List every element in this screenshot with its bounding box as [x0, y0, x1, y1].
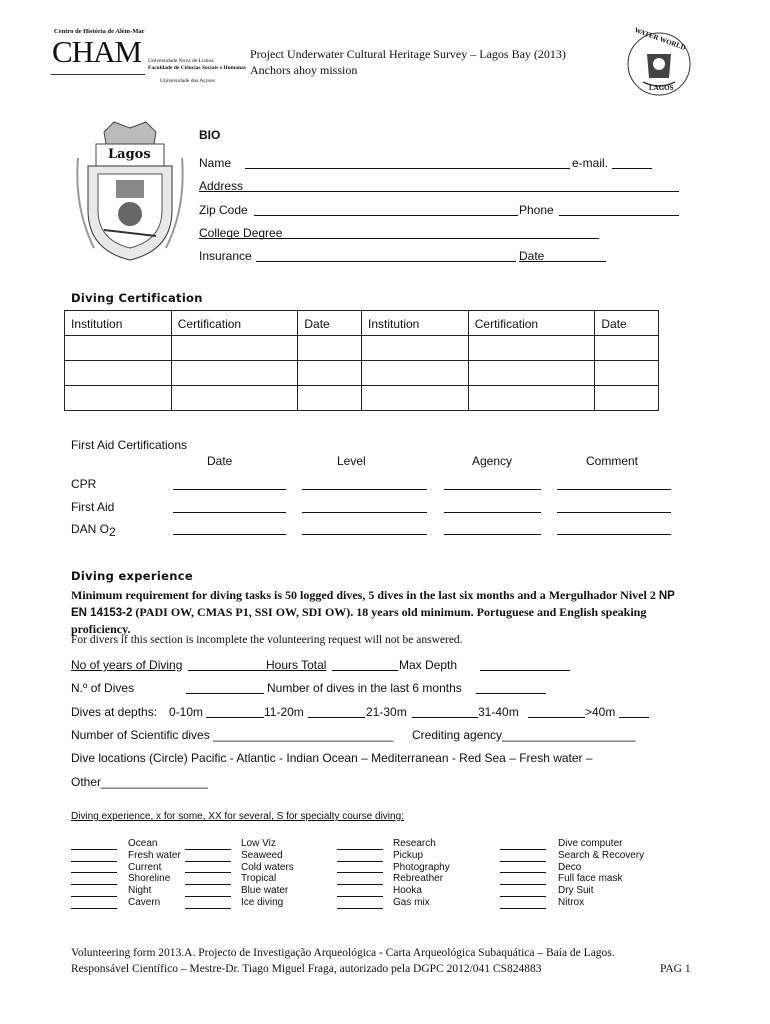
table-cell[interactable] [65, 386, 172, 411]
crediting-agency-label[interactable]: Crediting agency____________________ [412, 728, 636, 742]
table-cell[interactable] [595, 336, 659, 361]
dan-date-field[interactable] [173, 534, 286, 535]
address-field[interactable] [199, 191, 679, 192]
table-cell[interactable] [171, 386, 298, 411]
certification-table [64, 310, 659, 411]
list-item: Rebreather [393, 873, 444, 885]
bio-date-label: Date [519, 249, 545, 263]
table-cell[interactable] [298, 336, 362, 361]
depth-11-20-field[interactable] [308, 717, 365, 718]
cham-logo [48, 28, 246, 98]
table-cell[interactable] [468, 361, 595, 386]
depth-21-30-label: 21-30m [366, 705, 407, 719]
list-item: Gas mix [393, 896, 430, 908]
table-row [65, 361, 659, 386]
depth-31-40-label: 31-40m [478, 705, 519, 719]
col-institution-2: Institution [361, 311, 468, 336]
dan-subscript: 2 [109, 525, 116, 539]
list-item: Research [393, 838, 436, 849]
insurance-label: Insurance [199, 249, 252, 263]
first-aid-col-agency: Agency [472, 454, 513, 468]
list-item: Low Viz [241, 838, 276, 849]
first-aid-row-label: First Aid [71, 500, 115, 514]
list-item: Current [128, 861, 162, 873]
name-field[interactable] [245, 168, 570, 169]
crest-label: Lagos [108, 147, 151, 162]
dives-field[interactable] [186, 693, 264, 694]
dan-o2-label [71, 522, 116, 539]
water-world-text: WATER WORLD [633, 26, 687, 52]
incomplete-note: For divers if this section is incomplete the volunteering request will not be answered. [71, 634, 463, 646]
cham-logo-line2: Faculdade de Ciências Sociais e Humanas [148, 65, 246, 71]
name-label: Name [199, 156, 232, 170]
table-cell[interactable] [298, 361, 362, 386]
cham-logo-line3: Universidade dos Açores [160, 78, 215, 84]
list-item: Ocean [128, 838, 158, 849]
cpr-comment-field[interactable] [557, 489, 671, 490]
requirements-text [71, 587, 691, 637]
table-row [65, 386, 659, 411]
depth-40-plus-field[interactable] [619, 717, 649, 718]
hours-label: Hours Total [266, 658, 327, 672]
insurance-field[interactable] [256, 261, 516, 262]
certification-heading: Diving Certification [71, 291, 203, 305]
experience-list-2 [241, 838, 294, 909]
list-item: Pickup [393, 849, 424, 861]
list-item: Shoreline [128, 873, 171, 885]
mission-subtitle: Anchors ahoy mission [250, 63, 358, 77]
list-item: Ice diving [241, 896, 284, 908]
col-institution-1: Institution [65, 311, 172, 336]
last6-field[interactable] [476, 693, 546, 694]
cpr-level-field[interactable] [302, 489, 427, 490]
years-label: No of years of Diving [71, 658, 183, 672]
col-certification-2: Certification [468, 311, 595, 336]
depth-11-20-label: 11-20m [264, 705, 304, 719]
list-item: Deco [558, 861, 582, 873]
college-field[interactable] [199, 238, 599, 239]
phone-label: Phone [519, 203, 554, 217]
address-label: Address [199, 179, 244, 193]
dan-o-text: DAN O [71, 522, 110, 536]
page-number: PAG 1 [660, 963, 691, 975]
experience-heading: Diving experience [71, 569, 193, 583]
list-item: Hooka [393, 885, 422, 897]
list-item: Full face mask [558, 873, 623, 885]
depth-31-40-field[interactable] [528, 717, 585, 718]
blank-list-3[interactable] [337, 838, 383, 909]
list-item: Nitrox [558, 896, 585, 908]
table-cell[interactable] [361, 361, 468, 386]
table-cell[interactable] [595, 386, 659, 411]
list-item: Dry Suit [558, 885, 594, 897]
experience-legend: Diving experience, x for some, XX for several, S for specialty course diving: [71, 811, 404, 822]
years-field[interactable] [188, 670, 266, 671]
list-item: Photography [393, 861, 450, 873]
table-cell[interactable] [468, 336, 595, 361]
table-cell[interactable] [595, 361, 659, 386]
last6-label: Number of dives in the last 6 months [267, 681, 462, 695]
col-date-2: Date [595, 311, 659, 336]
lagos-crest [74, 118, 186, 266]
list-item: Seaweed [241, 849, 283, 861]
depth-0-10-label: 0-10m [169, 705, 204, 719]
max-depth-field[interactable] [480, 670, 570, 671]
dan-comment-field[interactable] [557, 534, 671, 535]
dan-agency-field[interactable] [444, 534, 541, 535]
footer-line2: Responsável Científico – Mestre-Dr. Tiago Miguel Fraga, autorizado pela DGPC 2012/041 CS824883 [71, 963, 542, 975]
footer-line1: Volunteering form 2013.A. Projecto de Investigação Arqueológica - Carta Arqueológica Subaquática – Baía de Lagos. [71, 947, 615, 959]
col-certification-1: Certification [171, 311, 298, 336]
list-item: Tropical [241, 873, 277, 885]
zip-label: Zip Code [199, 203, 248, 217]
table-cell[interactable] [65, 361, 172, 386]
list-item: Cold waters [241, 861, 294, 873]
cpr-agency-field[interactable] [444, 489, 541, 490]
blank-list-1[interactable] [71, 838, 117, 909]
depth-0-10-field[interactable] [206, 717, 264, 718]
blank-list-4[interactable] [500, 838, 546, 909]
certification-header-row [65, 311, 659, 336]
water-world-logo [625, 26, 693, 98]
first-aid-agency-field[interactable] [444, 512, 541, 513]
cham-logo-line1: Universidade Nova de Lisboa [148, 58, 214, 64]
depth-40-plus-label: >40m [585, 705, 616, 719]
list-item: Night [128, 885, 152, 897]
bio-date-field[interactable] [519, 261, 606, 262]
experience-list-4 [558, 838, 644, 909]
table-cell[interactable] [468, 386, 595, 411]
cpr-date-field[interactable] [173, 489, 286, 490]
phone-field[interactable] [559, 215, 679, 216]
first-aid-date-field[interactable] [173, 512, 286, 513]
list-item: Fresh water [128, 849, 181, 861]
max-depth-label: Max Depth [399, 658, 458, 672]
cham-logo-divider [51, 74, 145, 75]
hours-field[interactable] [332, 670, 398, 671]
col-date-1: Date [298, 311, 362, 336]
list-item: Dive computer [558, 838, 623, 849]
lagos-logo-text: LAGOS [649, 84, 674, 92]
college-label: College Degree [199, 226, 283, 240]
first-aid-comment-field[interactable] [557, 512, 671, 513]
first-aid-level-field[interactable] [302, 512, 427, 513]
depths-label: Dives at depths: [71, 705, 158, 719]
list-item: Cavern [128, 896, 161, 908]
table-cell[interactable] [298, 386, 362, 411]
experience-list-3 [393, 838, 450, 909]
first-aid-col-comment: Comment [586, 454, 639, 468]
scientific-dives-label[interactable]: Number of Scientific dives ___________________________ [71, 728, 394, 742]
cham-logo-wordmark: CHAM [52, 34, 142, 69]
table-row [65, 336, 659, 361]
requirements-part2: (PADI OW, CMAS P1, SSI OW, SDI OW). 18 years old minimum. Portuguese and English speaking proficiency. [71, 605, 647, 636]
cpr-label: CPR [71, 477, 97, 491]
cham-logo-top-text: Centro de História de Além-Mar [54, 28, 145, 35]
dive-locations[interactable]: Dive locations (Circle) Pacific - Atlantic - Indian Ocean – Mediterranean - Red Sea – Fresh water – [71, 751, 593, 765]
project-title: Project Underwater Cultural Heritage Survey – Lagos Bay (2013) [250, 47, 566, 61]
lagos-crest-icon [74, 118, 186, 266]
zip-field[interactable] [254, 215, 518, 216]
blank-list-2[interactable] [185, 838, 231, 909]
table-cell[interactable] [171, 361, 298, 386]
email-field[interactable] [612, 168, 652, 169]
table-cell[interactable] [361, 336, 468, 361]
dan-level-field[interactable] [302, 534, 427, 535]
experience-list-1 [128, 838, 181, 909]
bio-heading: BIO [199, 128, 221, 142]
requirements-part1: Minimum requirement for diving tasks is 50 logged dives, 5 dives in the last six months and a Mergulhador Nivel 2 [71, 588, 656, 602]
table-cell[interactable] [65, 336, 172, 361]
table-cell[interactable] [171, 336, 298, 361]
first-aid-col-level: Level [337, 454, 366, 468]
depth-21-30-field[interactable] [412, 717, 478, 718]
requirements-np-standard: NP EN 14153-2 [71, 590, 675, 619]
table-cell[interactable] [361, 386, 468, 411]
first-aid-heading: First Aid Certifications [71, 438, 188, 452]
first-aid-col-date: Date [207, 454, 233, 468]
other-locations[interactable]: Other________________ [71, 775, 208, 789]
list-item: Blue water [241, 885, 289, 897]
list-item: Search & Recovery [558, 849, 645, 861]
dives-label: N.º of Dives [71, 681, 135, 695]
email-label: e-mail. [572, 156, 609, 170]
